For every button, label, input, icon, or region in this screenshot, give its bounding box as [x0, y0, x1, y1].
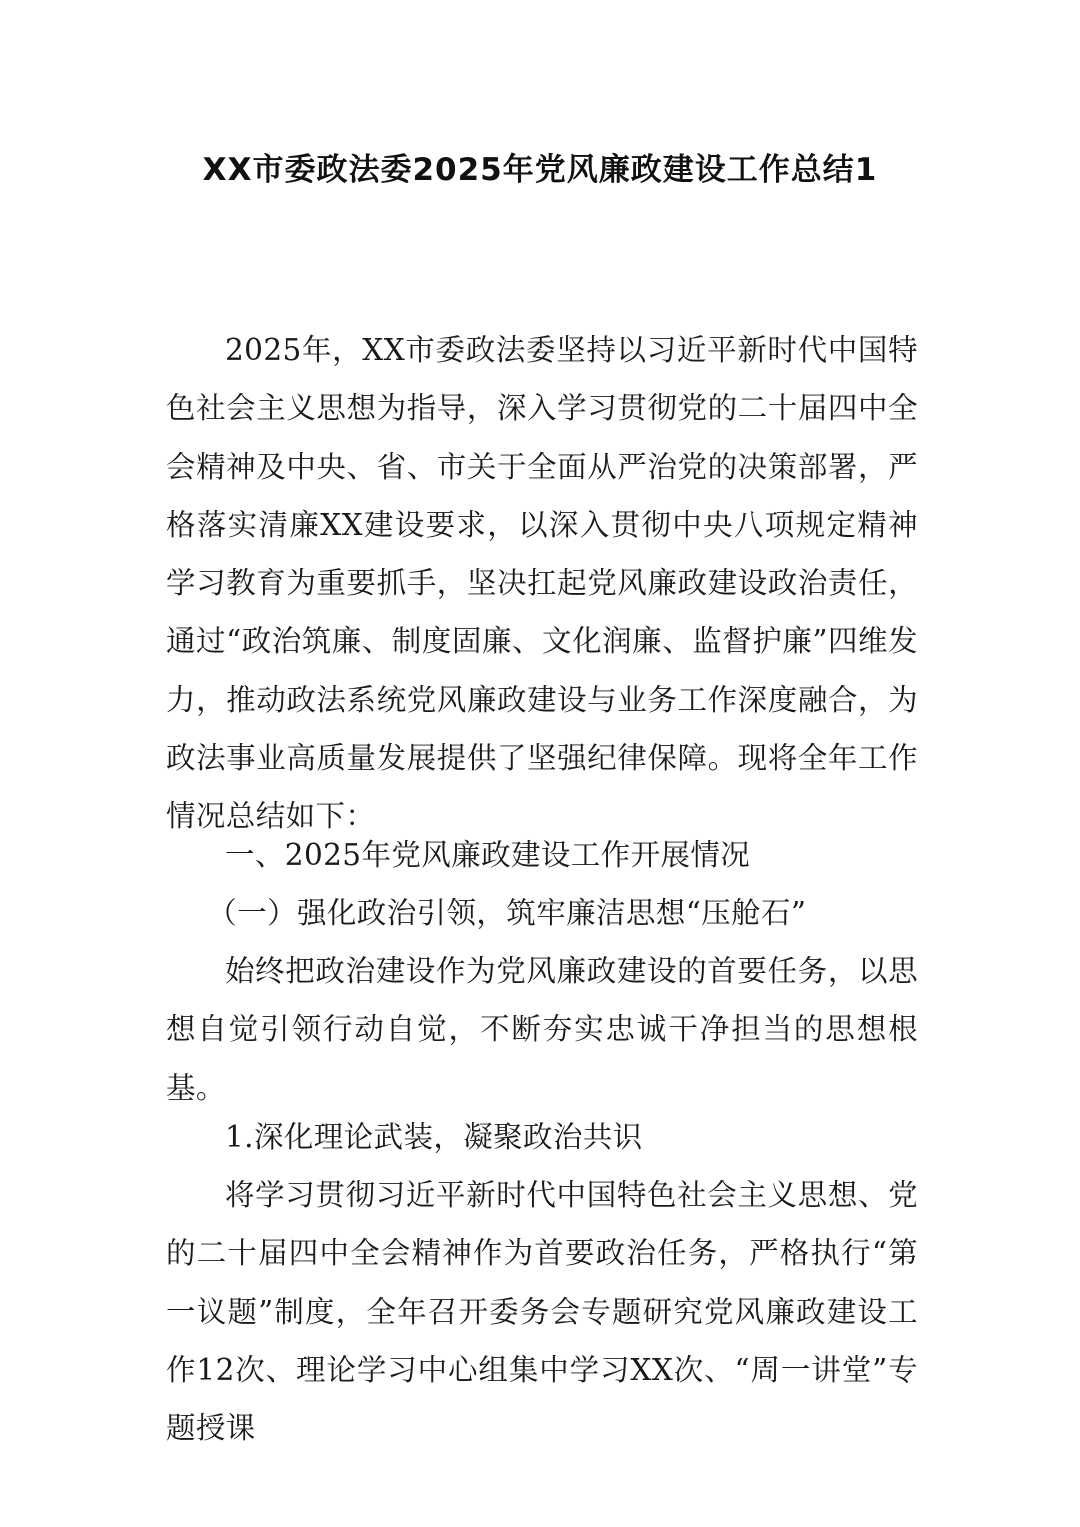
item-paragraph: 将学习贯彻习近平新时代中国特色社会主义思想、党的二十届四中全会精神作为首要政治任务，严格执行“第一议题”制度，全年召开委务会专题研究党风廉政建设工作12次、理论学习中心组集中学习XX次、“周一讲堂”专题授课: [166, 1178, 918, 1446]
document-title: XX市委政法委2025年党风廉政建设工作总结1: [202, 152, 878, 188]
intro-paragraph: 2025年，XX市委政法委坚持以习近平新时代中国特色社会主义思想为指导，深入学习贯彻党的二十届四中全会精神及中央、省、市关于全面从严治党的决策部署，严格落实清廉XX建设要求，以深入贯彻中央八项规定精神学习教育为重要抓手，坚决扛起党风廉政建设政治责任，通过“政治筑廉、制度固廉、文化润廉、监督护廉”四维发力，推动政法系统党风廉政建设与业务工作深度融合，为政法事业高质量发展提供了坚强纪律保障。现将全年工作情况总结如下：: [166, 333, 918, 834]
subsection-heading: （一）强化政治引领，筑牢廉洁思想“压舱石”: [207, 896, 807, 930]
section-heading: 一、2025年党风廉政建设工作开展情况: [225, 838, 751, 872]
item-heading: 1.深化理论武装，凝聚政治共识: [225, 1120, 643, 1154]
subsection-paragraph: 始终把政治建设作为党风廉政建设的首要任务，以思想自觉引领行动自觉，不断夯实忠诚干净担当的思想根基。: [166, 954, 918, 1105]
